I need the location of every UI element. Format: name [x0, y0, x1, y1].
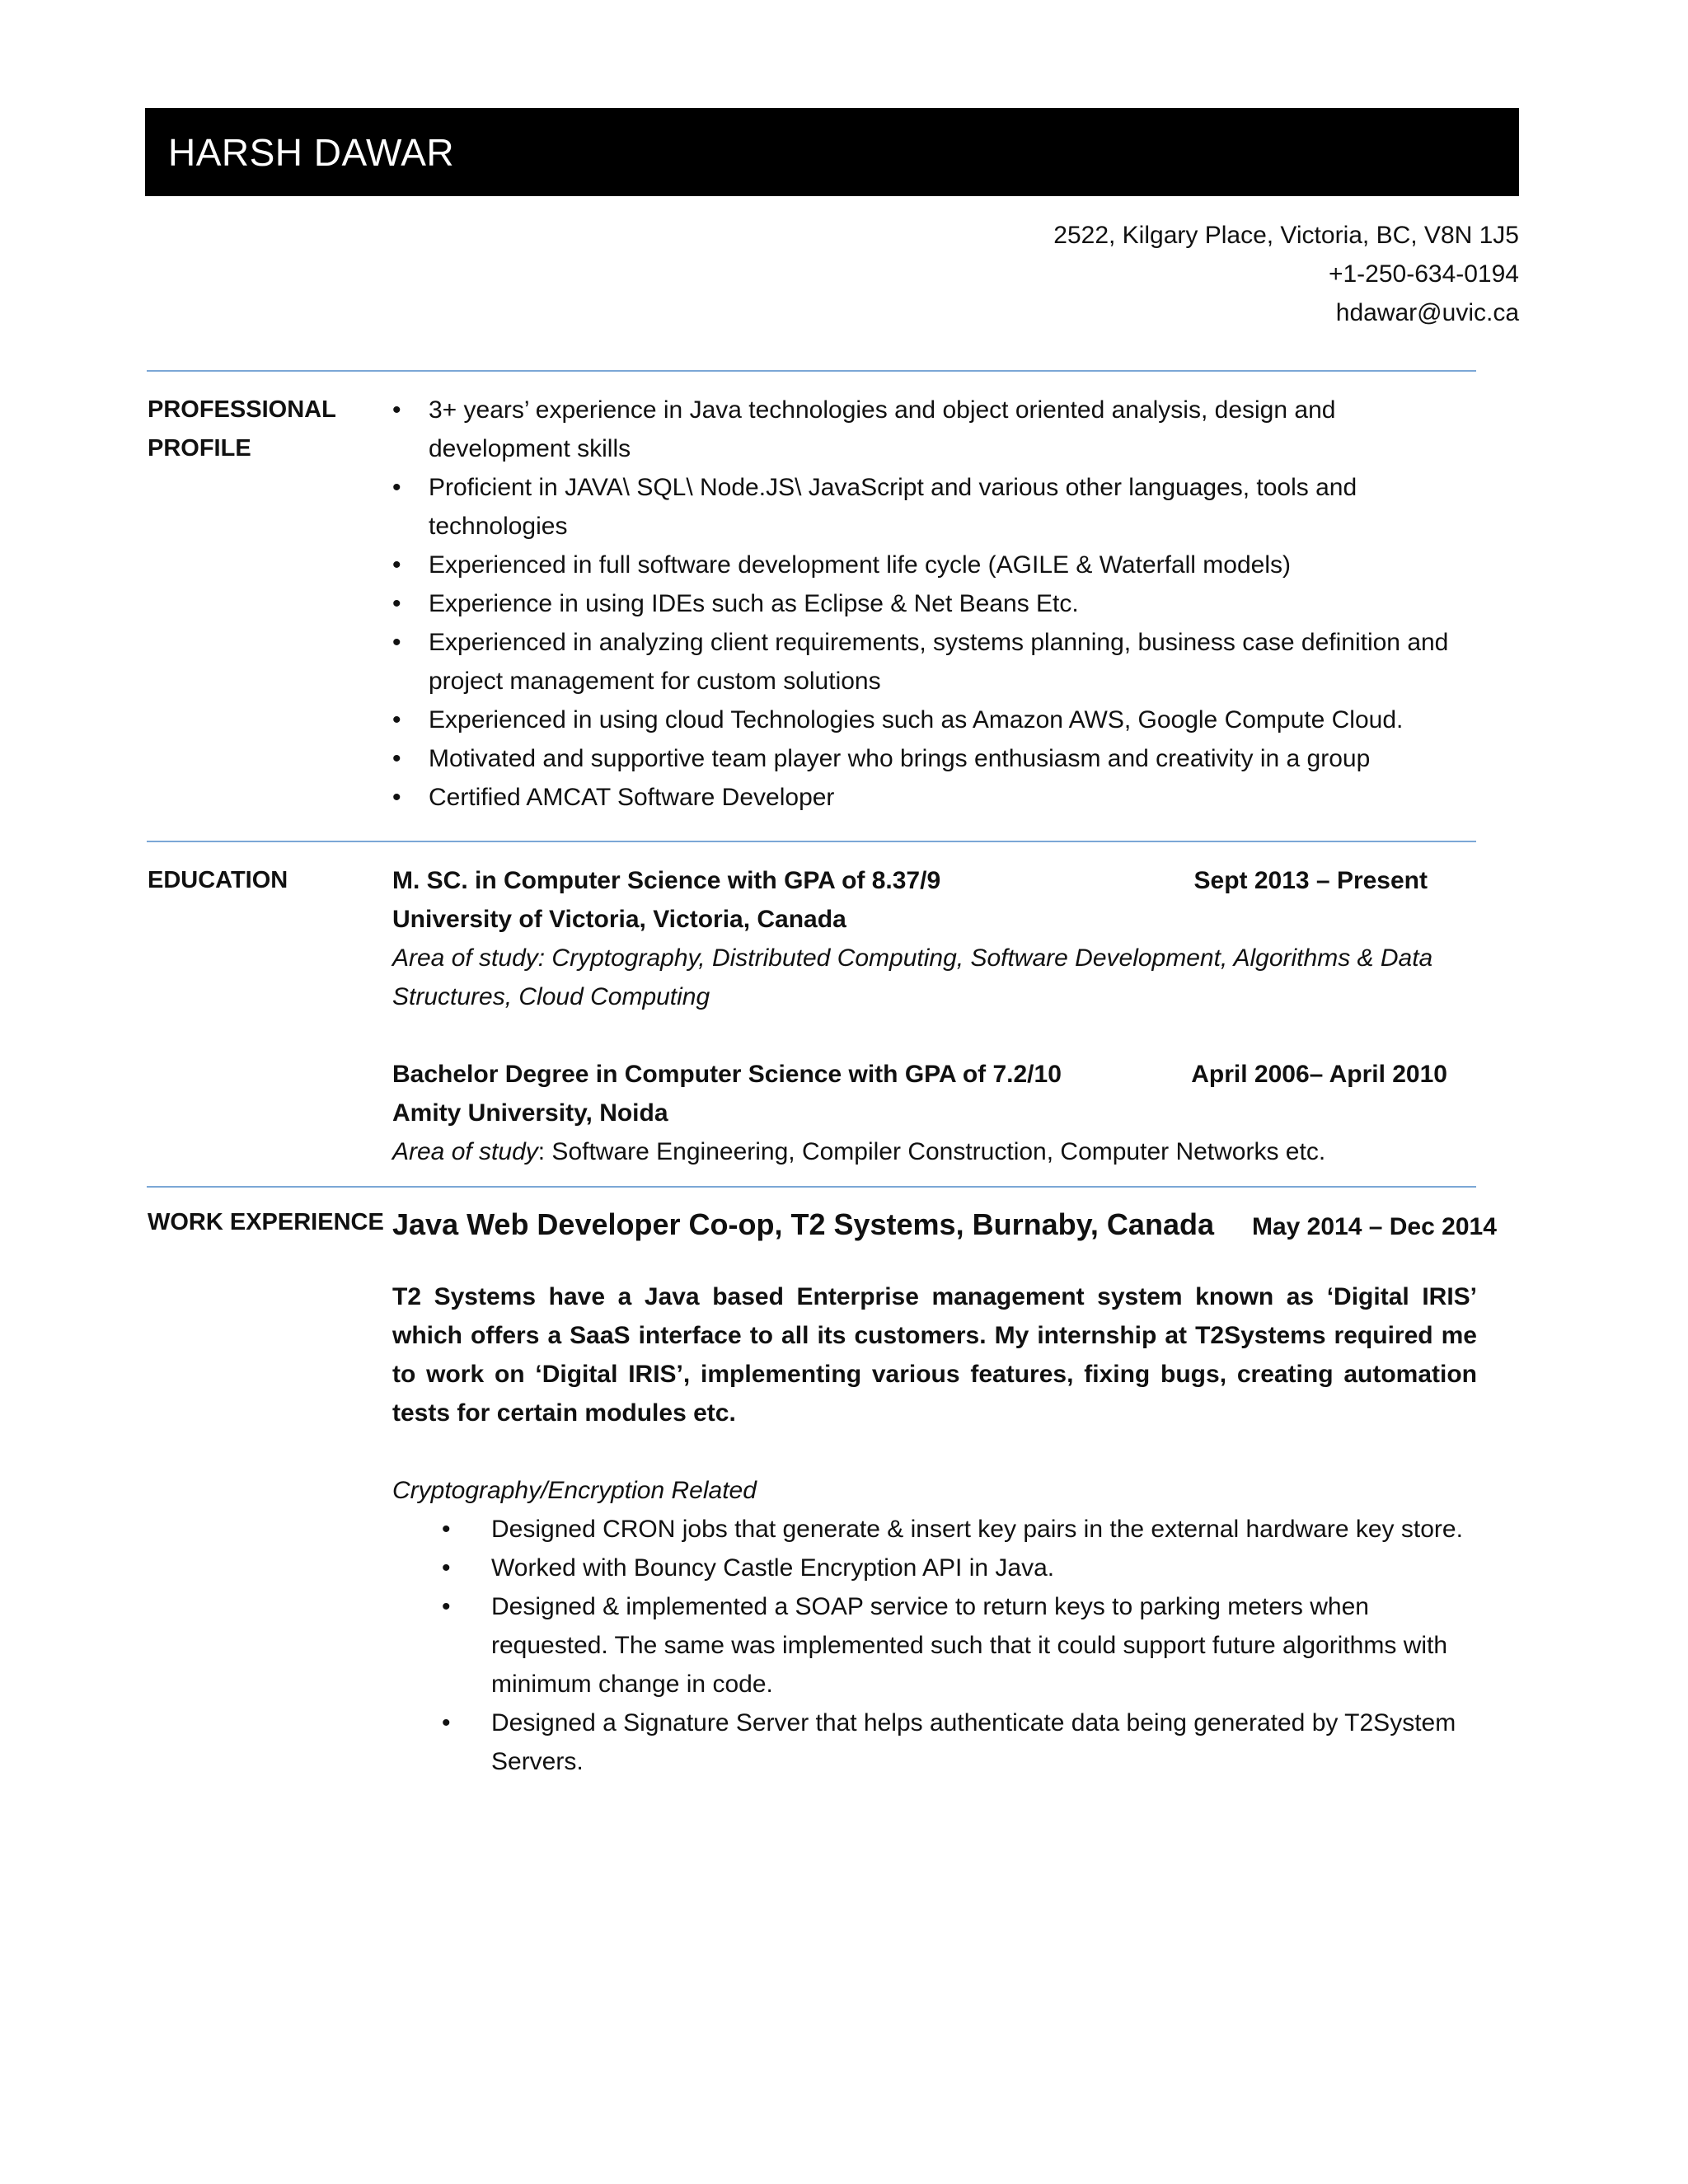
job-duties-list	[392, 1510, 1477, 1781]
divider	[147, 1186, 1476, 1188]
school: University of Victoria, Victoria, Canada	[392, 906, 846, 933]
list-item: • Designed & implemented a SOAP service to return keys to parking meters when requested. The same was implemented such that it could support future algorithms with minimum change in code.	[442, 1587, 1477, 1704]
education-entry	[392, 861, 1477, 1016]
degree-dates: Sept 2013 – Present	[1193, 867, 1428, 894]
address: 2522, Kilgary Place, Victoria, BC, V8N 1J5	[1053, 222, 1519, 249]
job-subheading: Cryptography/Encryption Related	[392, 1477, 757, 1504]
divider	[147, 370, 1476, 372]
education-entry	[392, 1055, 1477, 1171]
work-content	[392, 1205, 1497, 1781]
list-item: • Designed a Signature Server that helps authenticate data being generated by T2System Servers.	[442, 1704, 1477, 1781]
name-banner	[145, 108, 1519, 196]
list-item: • Proficient in JAVA\ SQL\ Node.JS\ JavaScript and various other languages, tools and technologies	[392, 468, 1477, 546]
section-label-work: WORK EXPERIENCE	[148, 1209, 384, 1235]
section-label-profile	[148, 391, 336, 468]
degree-row	[392, 861, 1477, 900]
list-item: • Certified AMCAT Software Developer	[392, 778, 1477, 817]
degree: Bachelor Degree in Computer Science with GPA of 7.2/10	[392, 1061, 1062, 1088]
degree-row	[392, 1055, 1477, 1094]
candidate-name: HARSH DAWAR	[168, 130, 455, 174]
section-label-education: EDUCATION	[148, 867, 288, 893]
email: hdawar@uvic.ca	[1335, 299, 1519, 326]
list-item: • 3+ years’ experience in Java technologies and object oriented analysis, design and development skills	[392, 391, 1477, 468]
phone: +1-250-634-0194	[1328, 260, 1519, 288]
school: Amity University, Noida	[392, 1099, 668, 1127]
area-of-study-label: Area of study	[392, 1138, 538, 1165]
list-item: • Designed CRON jobs that generate & insert key pairs in the external hardware key store.	[442, 1510, 1477, 1549]
list-item: • Experience in using IDEs such as Eclipse & Net Beans Etc.	[392, 584, 1477, 623]
list-item: • Experienced in using cloud Technologies such as Amazon AWS, Google Compute Cloud.	[392, 701, 1477, 739]
job-header	[392, 1205, 1497, 1246]
area-of-study	[392, 1132, 1477, 1171]
education-content	[392, 861, 1477, 1171]
profile-list	[392, 391, 1477, 817]
divider	[147, 841, 1476, 842]
job-title: Java Web Developer Co-op, T2 Systems, Burnaby, Canada	[392, 1207, 1214, 1241]
list-item: • Experienced in full software development life cycle (AGILE & Waterfall models)	[392, 546, 1477, 584]
job-dates: May 2014 – Dec 2014	[1251, 1213, 1497, 1240]
list-item: • Experienced in analyzing client requirements, systems planning, business case definition and project management for custom solutions	[392, 623, 1477, 701]
degree: M. SC. in Computer Science with GPA of 8.37/9	[392, 867, 941, 894]
list-item: • Motivated and supportive team player who brings enthusiasm and creativity in a group	[392, 739, 1477, 778]
degree-dates: April 2006– April 2010	[1191, 1061, 1447, 1088]
job-summary: T2 Systems have a Java based Enterprise management system known as ‘Digital IRIS’ which offers a SaaS interface to all its customers. My internship at T2Systems required me to work on ‘Digital IRIS’, implementing various features, fixing bugs, creating automation tests for certain modules etc.	[392, 1283, 1477, 1427]
profile-label-line1: PROFESSIONAL	[148, 396, 336, 423]
area-of-study: Area of study: Cryptography, Distributed Computing, Software Development, Algorithms & Data Structures, Cloud Computing	[392, 944, 1433, 1010]
area-of-study-value: : Software Engineering, Compiler Construction, Computer Networks etc.	[537, 1138, 1326, 1165]
contact-block	[1053, 216, 1519, 332]
profile-content	[392, 391, 1477, 817]
list-item: • Worked with Bouncy Castle Encryption API in Java.	[442, 1549, 1477, 1587]
profile-label-line2: PROFILE	[148, 435, 251, 462]
